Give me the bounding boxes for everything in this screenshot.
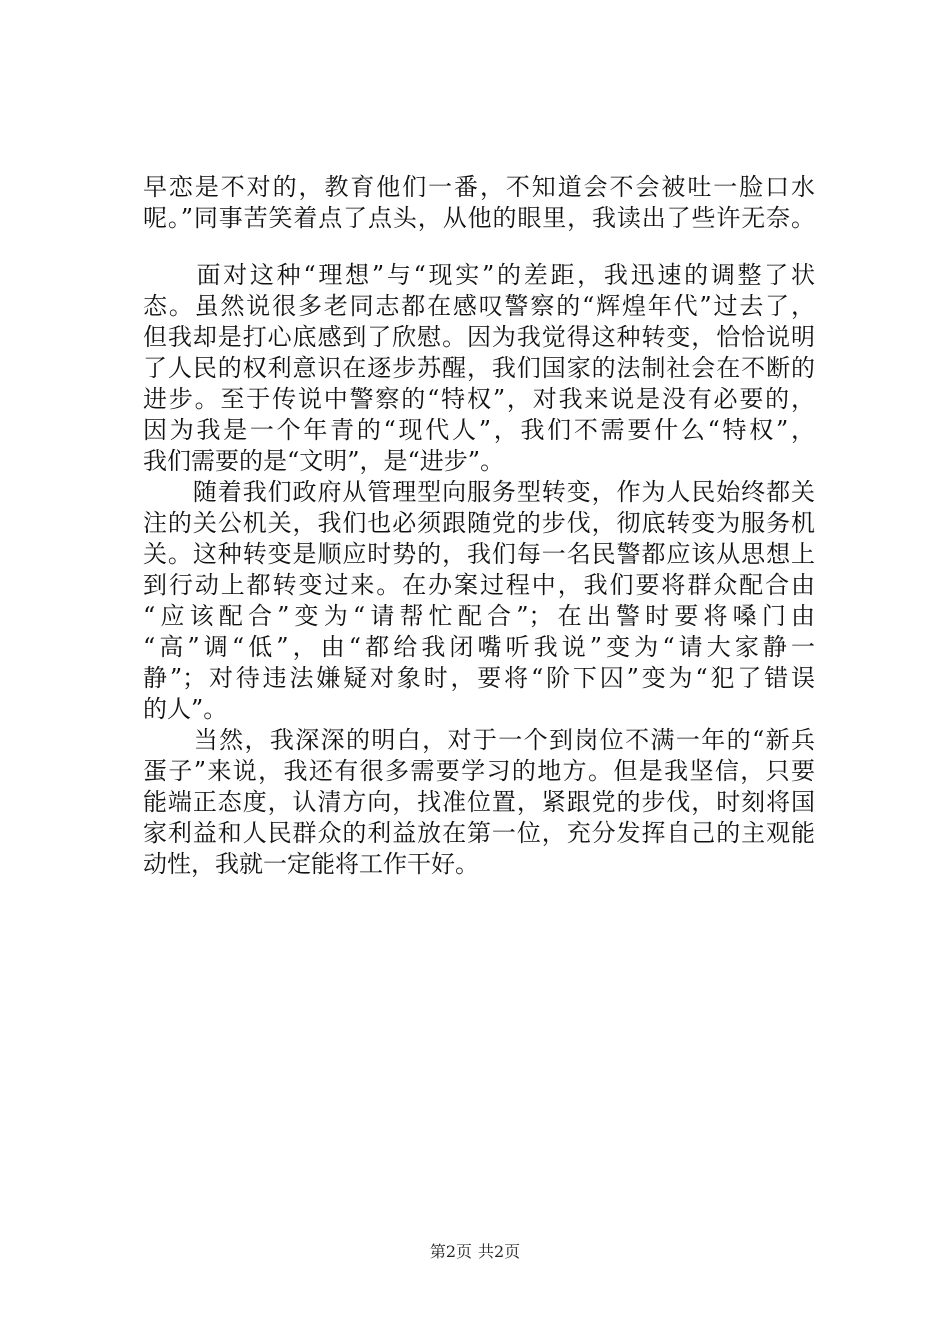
paragraph-4 bbox=[143, 725, 815, 880]
paragraph-gap bbox=[143, 234, 815, 260]
paragraph-1 bbox=[143, 172, 815, 234]
text-line: 了人民的权利意识在逐步苏醒，我们国家的法制社会在不断的 bbox=[143, 354, 815, 382]
text-line: 但我却是打心底感到了欣慰。因为我觉得这种转变，恰恰说明 bbox=[143, 323, 815, 351]
text-line: 早恋是不对的，教育他们一番，不知道会不会被吐一脸口水 bbox=[143, 173, 815, 201]
text-line: 随着我们政府从管理型向服务型转变，作为人民始终都关 bbox=[143, 478, 815, 506]
text-line: 进步。至于传说中警察的“特权”，对我来说是没有必要的， bbox=[143, 385, 815, 413]
text-line: 因为我是一个年青的“现代人”，我们不需要什么“特权”， bbox=[143, 416, 815, 444]
document-body bbox=[143, 172, 815, 880]
text-line: 当然，我深深的明白，对于一个到岗位不满一年的“新兵 bbox=[143, 726, 815, 754]
page-number: 第2页 bbox=[429, 1242, 472, 1261]
page-total: 共2页 bbox=[478, 1242, 521, 1261]
text-line: 呢。”同事苦笑着点了点头，从他的眼里，我读出了些许无奈。 bbox=[143, 204, 815, 232]
text-line: 注的关公机关，我们也必须跟随党的步伐，彻底转变为服务机 bbox=[143, 509, 815, 537]
text-line: 能端正态度，认清方向，找准位置，紧跟党的步伐，时刻将国 bbox=[143, 788, 815, 816]
text-line: 家利益和人民群众的利益放在第一位，充分发挥自己的主观能 bbox=[143, 819, 815, 847]
text-line: 静”；对待违法嫌疑对象时，要将“阶下囚”变为“犯了错误 bbox=[143, 664, 815, 692]
paragraph-2 bbox=[143, 260, 815, 477]
text-line: “高”调“低”，由“都给我闭嘴听我说”变为“请大家静一 bbox=[143, 633, 815, 661]
text-line: 的人”。 bbox=[143, 695, 228, 723]
page-footer bbox=[0, 1240, 950, 1264]
text-line: 我们需要的是“文明”，是“进步”。 bbox=[143, 447, 505, 475]
text-line: 蛋子”来说，我还有很多需要学习的地方。但是我坚信，只要 bbox=[143, 757, 815, 785]
text-line: 动性，我就一定能将工作干好。 bbox=[143, 850, 479, 878]
text-line: 到行动上都转变过来。在办案过程中，我们要将群众配合由 bbox=[143, 571, 815, 599]
text-line: 关。这种转变是顺应时势的，我们每一名民警都应该从思想上 bbox=[143, 540, 815, 568]
text-line: “应该配合”变为“请帮忙配合”；在出警时要将嗓门由 bbox=[143, 602, 815, 630]
text-line: 态。虽然说很多老同志都在感叹警察的“辉煌年代”过去了， bbox=[143, 292, 815, 320]
text-line: 面对这种“理想”与“现实”的差距，我迅速的调整了状 bbox=[143, 261, 815, 289]
paragraph-3 bbox=[143, 477, 815, 725]
